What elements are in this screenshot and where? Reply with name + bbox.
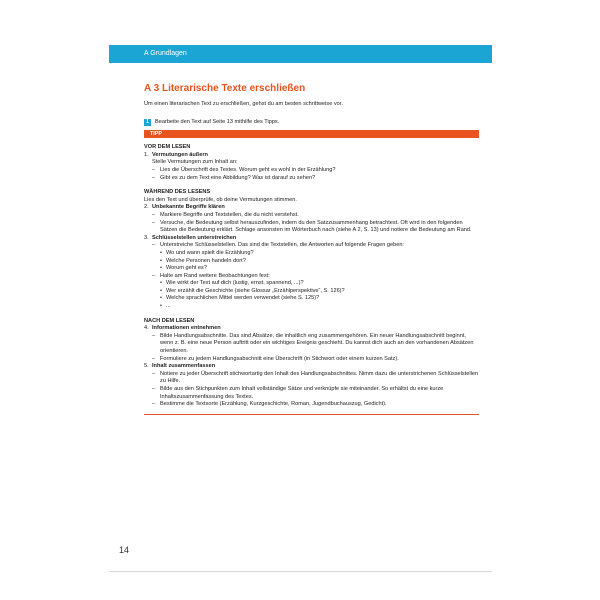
list-item: – Bilde Handlungsabschnitte. Das sind Absätze, die inhaltlich eng zusammengehören. Ein neuer Handlungsabschnitt beginnt, wenn z. B. eine neue Person auftritt oder ein wichtiges Ereignis geschieht. Du kannst dich auch an den vorhandenen Absätzen orientieren. — [152, 332, 474, 355]
step-5 — [144, 363, 479, 371]
step-label: Unbekannte Begriffe klären — [152, 204, 225, 211]
heading-before-reading: VOR DEM LESEN — [144, 144, 191, 151]
page-bottom-rule — [109, 571, 492, 572]
step-4 — [144, 325, 479, 333]
step-number: 5. — [144, 363, 149, 370]
tipp-label: TIPP — [144, 130, 479, 138]
bullet-item: • Wo und wann spielt die Erzählung? — [160, 249, 254, 256]
section-header-label: A Grundlagen — [144, 50, 187, 57]
task-number-badge: 1 — [144, 119, 151, 126]
tipp-end-rule — [144, 414, 479, 416]
task-text: Bearbeite den Text auf Seite 13 mithilfe des Tipps. — [155, 118, 280, 125]
list-item: – Formuliere zu jedem Handlungsabschnitt eine Überschrift (in Stichwort oder einem kurzen Satz). — [152, 355, 399, 362]
page-title: A 3 Literarische Texte erschließen — [144, 83, 306, 94]
list-item: – Versuche, die Bedeutung selbst herauszufinden, indem du den Satzzusammenhang betrachtest. Oft wird in den folgenden Sätzen die Bedeutung erklärt. Schlage ansonsten im Wörterbuch nach (siehe A 2, S. 13) und notiere die Bedeutung am Rand. — [152, 219, 472, 234]
list-item: – Unterstreiche Schlüsselstellen. Das sind die Textstellen, die Antworten auf folgende Fragen geben: — [152, 242, 404, 249]
heading-during-reading: WÄHREND DES LESENS — [144, 189, 211, 196]
step-label: Vermutungen äußern — [152, 151, 208, 158]
bullet-item: • Wie wirkt der Text auf dich (lustig, ernst, spannend, ...)? — [160, 280, 304, 287]
intro-text: Um einen literarischen Text zu erschließen, gehst du am besten schrittweise vor. — [144, 101, 343, 107]
bullet-item: • Wer erzählt die Geschichte (siehe Glossar „Erzählperspektive“, S. 126)? — [160, 287, 345, 294]
page-content — [144, 82, 479, 415]
list-item: – Halte am Rand weitere Beobachtungen fest: — [152, 272, 270, 279]
list-item: – Bilde aus den Stichpunkten zum Inhalt vollständige Sätze und verknüpfe sie miteinander. So erhältst du eine kurze Inhaltszusammenfassung des Textes. — [152, 386, 444, 400]
task-1 — [144, 119, 479, 127]
list-item: – Bestimme die Textsorte (Erzählung, Kurzgeschichte, Roman, Jugendbuchauszug, Gedicht). — [152, 401, 387, 408]
section-header-band — [109, 45, 492, 63]
bullet-item: • Welche sprachlichen Mittel werden verwendet (siehe S. 125)? — [160, 295, 320, 302]
tipp-box — [144, 130, 479, 415]
step-2 — [144, 204, 479, 212]
list-item: – Notiere zu jeder Überschrift stichwortartig den Inhalt des Handlungsabschnittes. Nimm dazu die unterstrichenen Schlüsselstellen zu Hilfe. — [152, 370, 479, 385]
list-item: – Markiere Begriffe und Textstellen, die du nicht verstehst. — [152, 211, 299, 218]
step-1-line: Stelle Vermutungen zum Inhalt an: — [152, 159, 238, 166]
bullet-item: • Welche Personen handeln dort? — [160, 257, 246, 264]
step-3 — [144, 235, 479, 243]
bullet-item: • ... — [160, 303, 171, 310]
list-item: – Lies die Überschrift des Textes. Worum geht es wohl in der Erzählung? — [152, 166, 336, 173]
step-1 — [144, 152, 479, 160]
step-number: 3. — [144, 234, 149, 241]
step-label: Informationen entnehmen — [152, 325, 221, 332]
during-lead: Lies den Text und überprüfe, ob deine Vermutungen stimmen. — [144, 196, 297, 203]
step-number: 1. — [144, 151, 149, 158]
step-label: Inhalt zusammenfassen — [152, 363, 216, 370]
bullet-item: • Worum geht es? — [160, 265, 207, 272]
step-number: 2. — [144, 204, 149, 211]
page-number: 14 — [119, 545, 130, 555]
step-number: 4. — [144, 325, 149, 332]
step-label: Schlüsselstellen unterstreichen — [152, 234, 237, 241]
heading-after-reading: NACH DEM LESEN — [144, 317, 195, 324]
list-item: – Gibt es zu dem Text eine Abbildung? Was ist darauf zu sehen? — [152, 174, 316, 181]
